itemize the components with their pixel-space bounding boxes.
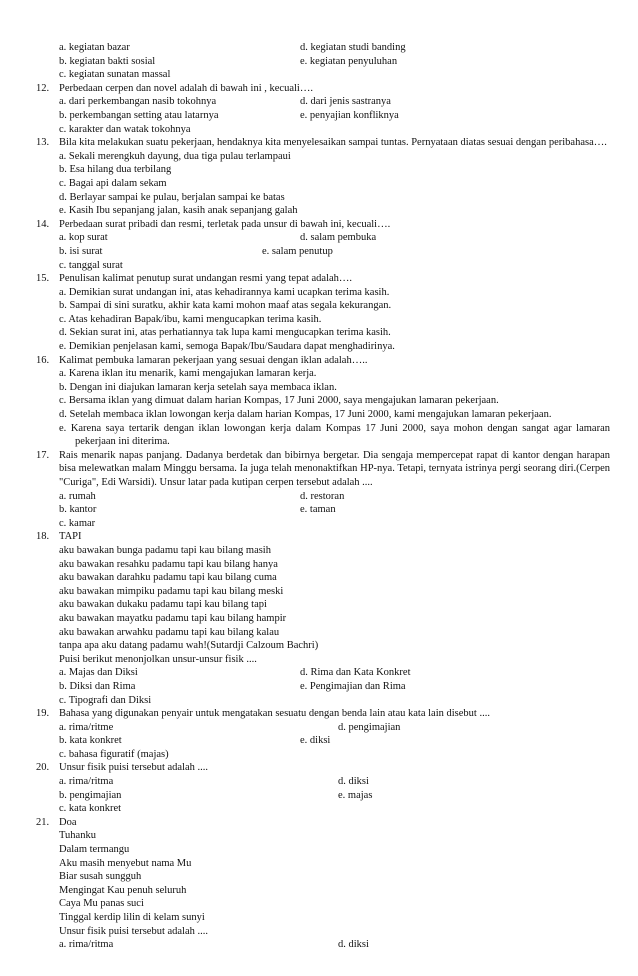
option-c: c. karakter dan watak tokohnya: [59, 123, 191, 135]
poem-line: aku bawakan bunga padamu tapi kau bilang masih: [59, 544, 271, 556]
poem-line: Dalam termangu: [59, 844, 130, 856]
question-number: 12.: [36, 82, 50, 94]
option-c: c. kamar: [59, 517, 96, 529]
poem-line: aku bawakan resahku padamu tapi kau bilang hanya: [59, 558, 278, 570]
question-text: Bila kita melakukan suatu pekerjaan, hendaknya kita menyelesaikan sampai tuntas. Pernyataan diatas sesuai dengan peribahasa….: [59, 137, 607, 149]
poem-line: Aku masih menyebut nama Mu: [59, 857, 192, 869]
option-a: a. rima/ritma: [59, 939, 114, 951]
option-d: d. Sekian surat ini, atas perhatiannya tak lupa kami mengucapkan terima kasih.: [59, 327, 391, 339]
option-e: e. diksi: [300, 735, 331, 747]
question-13: [0, 136, 638, 218]
option-a: a. rima/ritme: [59, 721, 114, 733]
option-e: e. Demikian penjelasan kami, semoga Bapak/Ibu/Saudara dapat menghadirinya.: [59, 341, 395, 353]
option-a: a. rima/ritma: [59, 776, 114, 788]
option-e: e. Kasih Ibu sepanjang jalan, kasih anak sepanjang galah: [59, 205, 298, 217]
poem-line: aku bawakan mimpiku padamu tapi kau bilang meski: [59, 585, 284, 597]
option-d: d. dari jenis sastranya: [300, 96, 391, 108]
option-a: a. Sekali merengkuh dayung, dua tiga pulau terlampaui: [59, 150, 291, 162]
question-16: [0, 354, 638, 449]
option-d: d. salam pembuka: [300, 232, 377, 244]
option-e: e. penyajian konfliknya: [300, 109, 399, 121]
option-c: c. bahasa figuratif (majas): [59, 748, 169, 760]
option-a: a. Karena iklan itu menarik, kami mengajukan lamaran kerja.: [59, 368, 317, 380]
option-e: e. Karena saya tertarik dengan iklan lowongan kerja dalam Kompas 17 Juni 2000, saya mohon dengan sangat agar lamaran pekerjaan ini diterima.: [59, 422, 610, 448]
poem-line: tanpa apa aku datang padamu wah!(Sutardji Calzoum Bachri): [59, 640, 319, 652]
option-a: a. rumah: [59, 490, 96, 502]
poem-line: Mengingat Kau penuh seluruh: [59, 884, 187, 896]
option-e: e. Pengimajian dan Rima: [300, 680, 406, 692]
option-c: c. Bagai api dalam sekam: [59, 177, 167, 189]
option-b: b. Diksi dan Rima: [59, 680, 136, 692]
option-b: b. kata konkret: [59, 735, 122, 747]
poem-line: aku bawakan mayatku padamu tapi kau bilang hampir: [59, 612, 287, 624]
option-c: c. Atas kehadiran Bapak/ibu, kami mengucapkan terima kasih.: [59, 313, 322, 325]
option-b: b. perkembangan setting atau latarnya: [59, 109, 219, 121]
question-text: Penulisan kalimat penutup surat undangan resmi yang tepat adalah….: [59, 273, 353, 285]
option-c: c. Tipografi dan Diksi: [59, 694, 152, 706]
option-c: c. kata konkret: [59, 803, 122, 815]
option-e: e. kegiatan penyuluhan: [300, 55, 398, 67]
question-15: [0, 272, 638, 354]
option-e: e. majas: [338, 789, 373, 801]
question-text: Bahasa yang digunakan penyair untuk mengatakan sesuatu dengan benda lain atau kata lain disebut ....: [59, 708, 490, 720]
option-b: b. isi surat: [59, 245, 103, 257]
option-b: b. Sampai di sini suratku, akhir kata kami mohon maaf atas segala kekurangan.: [59, 300, 392, 312]
question-text: Puisi berikut menonjolkan unsur-unsur fisik ....: [59, 653, 257, 665]
option-d: d. diksi: [338, 776, 369, 788]
option-c: c. tanggal surat: [59, 259, 123, 271]
question-20: [0, 761, 638, 815]
option-a: a. dari perkembangan nasib tokohnya: [59, 96, 217, 108]
poem-line: aku bawakan dukaku padamu tapi kau bilang tapi: [59, 599, 267, 611]
option-a: a. kop surat: [59, 232, 108, 244]
poem-line: Caya Mu panas suci: [59, 898, 144, 910]
question-text: Unsur fisik puisi tersebut adalah ....: [59, 762, 209, 774]
question-text: Kalimat pembuka lamaran pekerjaan yang sesuai dengan iklan adalah…..: [59, 354, 368, 366]
question-number: 21.: [36, 816, 50, 828]
option-d: d. kegiatan studi banding: [300, 42, 406, 53]
option-a: a. Demikian surat undangan ini, atas kehadirannya kami ucapkan terima kasih.: [59, 286, 390, 298]
option-d: d. diksi: [338, 939, 369, 951]
question-number: 13.: [36, 137, 50, 149]
question-number: 20.: [36, 762, 50, 774]
poem-title: TAPI: [59, 531, 82, 543]
poem-line: Biar susah sungguh: [59, 871, 142, 883]
option-a: a. Majas dan Diksi: [59, 667, 138, 679]
option-b: b. Esa hilang dua terbilang: [59, 164, 172, 176]
question-number: 17.: [36, 449, 50, 461]
question-12: [0, 82, 638, 136]
question-number: 16.: [36, 354, 50, 366]
option-c: c. kegiatan sunatan massal: [59, 69, 171, 81]
question-number: 18.: [36, 531, 50, 543]
question-text: Perbedaan cerpen dan novel adalah di bawah ini , kecuali….: [59, 82, 313, 94]
option-b: b. kegiatan bakti sosial: [59, 55, 156, 67]
option-b: b. pengimajian: [59, 789, 122, 801]
option-c: c. Bersama iklan yang dimuat dalam harian Kompas, 17 Juni 2000, saya mengajukan lamaran pekerjaan.: [59, 395, 499, 407]
option-b: b. Dengan ini diajukan lamaran kerja setelah saya membaca iklan.: [59, 381, 337, 393]
poem-line: Tinggal kerdip lilin di kelam sunyi: [59, 912, 205, 923]
poem-line: aku bawakan darahku padamu tapi kau bilang cuma: [59, 572, 277, 584]
question-text: Perbedaan surat pribadi dan resmi, terletak pada unsur di bawah ini, kecuali….: [59, 218, 391, 230]
option-b: b. kantor: [59, 504, 97, 516]
question-number: 19.: [36, 708, 50, 720]
option-e: e. taman: [300, 504, 336, 516]
question-14: [0, 218, 638, 272]
question-number: 14.: [36, 218, 50, 230]
option-d: d. restoran: [300, 490, 345, 502]
option-a: a. kegiatan bazar: [59, 42, 130, 53]
option-d: d. Setelah membaca iklan lowongan kerja dalam harian Kompas, 17 Juni 2000, kami mengajukan lamaran pekerjaan.: [59, 409, 552, 421]
option-d: d. Berlayar sampai ke pulau, berjalan sampai ke batas: [59, 191, 285, 203]
option-d: d. Rima dan Kata Konkret: [300, 667, 411, 679]
poem-line: aku bawakan arwahku padamu tapi kau bilang kalau: [59, 626, 280, 638]
question-17: [0, 449, 638, 531]
question-number: 15.: [36, 273, 50, 285]
option-d: d. pengimajian: [338, 721, 401, 733]
exam-page: [0, 41, 638, 952]
question-19: [0, 707, 638, 761]
question-11-options: [0, 41, 638, 82]
question-21: [0, 816, 638, 952]
question-text: Rais menarik napas panjang. Dadanya berdetak dan bibirnya bergetar. Dia sengaja mempercepat rapat di kantor dengan harapan bisa melewatkan malam Minggu bersama. Ia juga telah menonaktifkan HP-nya. Tetapi, ternyata istrinya pergi seorang diri.(Cerpen "Curiga", Edi Warsidi). Unsur latar pada kutipan cerpen tersebut adalah ....: [59, 449, 610, 488]
option-e: e. salam penutup: [262, 245, 333, 257]
question-text: Unsur fisik puisi tersebut adalah ....: [59, 925, 209, 937]
poem-title: Doa: [59, 816, 77, 828]
poem-line: Tuhanku: [59, 830, 96, 842]
question-18: [0, 530, 638, 707]
